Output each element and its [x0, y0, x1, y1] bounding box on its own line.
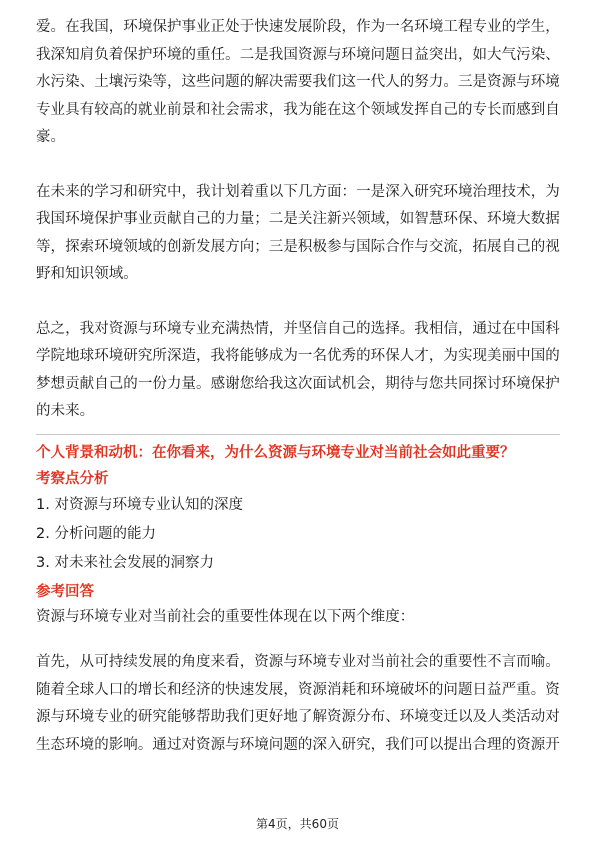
paragraph-conclusion: 总之，我对资源与环境专业充满热情，并坚信自己的选择。我相信，通过在中国科学院地球环境研究所深造，我将能够成为一名优秀的环保人才，为实现美丽中国的梦想贡献自己的一份力量。感谢您给我这次面试机会，期待与您共同探讨环境保护的未来。	[36, 320, 560, 419]
answer-paragraph: 首先，从可持续发展的角度来看，资源与环境专业对当前社会的重要性不言而喻。随着全球人口的增长和经济的快速发展，资源消耗和环境破坏的问题日益严重。资源与环境专业的研究能够帮助我们更好地了解资源分布、环境变迁以及人类活动对生态环境的影响。通过对资源与环境问题的深入研究，我们可以提出合理的资源开	[36, 654, 560, 753]
document-page	[36, 14, 560, 759]
section-divider	[36, 434, 560, 435]
question-heading: 个人背景和动机：在你看来，为什么资源与环境专业对当前社会如此重要？	[36, 444, 515, 461]
answer-intro: 资源与环境专业对当前社会的重要性体现在以下两个维度：	[36, 608, 415, 625]
analysis-item: 2. 分析问题的能力	[36, 525, 156, 542]
paragraph-motivation-continued: 爱。在我国，环境保护事业正处于快速发展阶段，作为一名环境工程专业的学生，我深知肩负着保护环境的重任。二是我国资源与环境问题日益突出，如大气污染、水污染、土壤污染等，这些问题的解决需要我们这一代人的努力。三是资源与环境专业具有较高的就业前景和社会需求，我为能在这个领域发挥自己的专长而感到自豪。	[36, 19, 560, 145]
answer-heading: 参考回答	[36, 583, 94, 600]
analysis-heading: 考察点分析	[36, 470, 109, 487]
analysis-item: 3. 对未来社会发展的洞察力	[36, 554, 214, 571]
page-number: 第4页，共60页	[256, 817, 339, 831]
analysis-list	[36, 491, 560, 578]
analysis-item: 1. 对资源与环境专业认知的深度	[36, 496, 243, 513]
paragraph-future-plan: 在未来的学习和研究中，我计划着重以下几方面：一是深入研究环境治理技术，为我国环境保护事业贡献自己的力量；二是关注新兴领域，如智慧环保、环境大数据等，探索环境领域的创新发展方向；三是积极参与国际合作与交流，拓展自己的视野和知识领域。	[36, 183, 560, 282]
